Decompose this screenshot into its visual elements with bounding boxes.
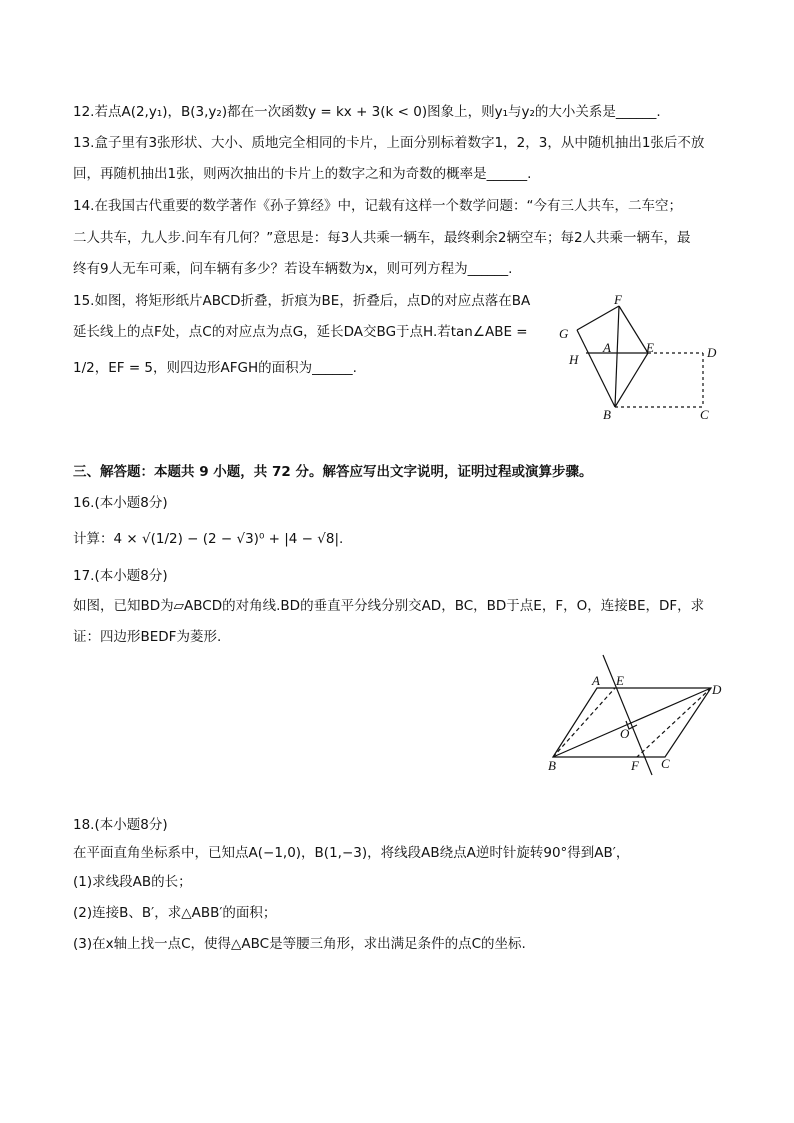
section-3-heading: 三、解答题：本题共 9 小题，共 72 分。解答应写出文字说明，证明过程或演算步骤。	[73, 464, 593, 480]
question-16-formula: 计算：4 × √(1/2) − (2 − √3)⁰ + |4 − √8|.	[73, 531, 344, 547]
label-a: A	[592, 673, 600, 688]
label-f: F	[614, 292, 622, 307]
question-14-line1: 14.在我国古代重要的数学著作《孙子算经》中，记载有这样一个数学问题：“今有三人共车，二车空；	[73, 198, 682, 214]
question-18-part1: (1)求线段AB的长；	[73, 874, 192, 890]
question-17-line2: 证：四边形BEDF为菱形.	[73, 629, 222, 645]
label-g: G	[559, 326, 569, 341]
label-f: F	[631, 758, 639, 773]
label-e: E	[646, 340, 654, 355]
label-c: C	[661, 756, 670, 771]
question-13-line2: 回，再随机抽出1张，则两次抽出的卡片上的数字之和为奇数的概率是______.	[73, 166, 532, 182]
figure-15	[550, 290, 730, 425]
question-18-line1: 在平面直角坐标系中，已知点A(−1,0)，B(1,−3)，将线段AB绕点A逆时针旋转90°得到AB′，	[73, 845, 630, 861]
question-15-line2: 延长线上的点F处，点C的对应点为点G，延长DA交BG于点H.若tan∠ABE =	[73, 324, 528, 340]
question-15-line3: 1/2，EF = 5，则四边形AFGH的面积为______.	[73, 360, 357, 376]
label-o: O	[620, 726, 630, 741]
question-14-line2: 二人共车，九人步.问车有几何？”意思是：每3人共乘一辆车，最终剩余2辆空车；每2人共乘一辆车，最	[73, 230, 691, 246]
label-d: D	[707, 345, 717, 360]
label-b: B	[548, 758, 556, 773]
label-e: E	[616, 673, 624, 688]
question-16-header: 16.(本小题8分)	[73, 495, 168, 511]
label-d: D	[712, 682, 722, 697]
question-18-header: 18.(本小题8分)	[73, 817, 168, 833]
label-b: B	[603, 407, 611, 422]
question-15-line1: 15.如图，将矩形纸片ABCD折叠，折痕为BE，折叠后，点D的对应点落在BA	[73, 293, 531, 309]
question-18-part3: (3)在x轴上找一点C，使得△ABC是等腰三角形，求出满足条件的点C的坐标.	[73, 936, 526, 952]
label-a: A	[603, 340, 611, 355]
question-14-line3: 终有9人无车可乘，问车辆有多少？若设车辆数为x，则可列方程为______.	[73, 261, 513, 277]
question-12: 12.若点A(2,y₁)，B(3,y₂)都在一次函数y = kx + 3(k < 0)图象上，则y₁与y₂的大小关系是______.	[73, 104, 661, 120]
question-17-line1: 如图，已知BD为▱ABCD的对角线.BD的垂直平分线分别交AD，BC，BD于点E，F，O，连接BE，DF，求	[73, 598, 705, 614]
question-13-line1: 13.盒子里有3张形状、大小、质地完全相同的卡片，上面分别标着数字1，2，3，从中随机抽出1张后不放	[73, 135, 705, 151]
question-18-part2: (2)连接B、B′，求△ABB′的面积；	[73, 905, 277, 921]
question-17-header: 17.(本小题8分)	[73, 568, 168, 584]
figure-17	[540, 650, 735, 780]
label-c: C	[700, 407, 709, 422]
label-h: H	[569, 352, 579, 367]
